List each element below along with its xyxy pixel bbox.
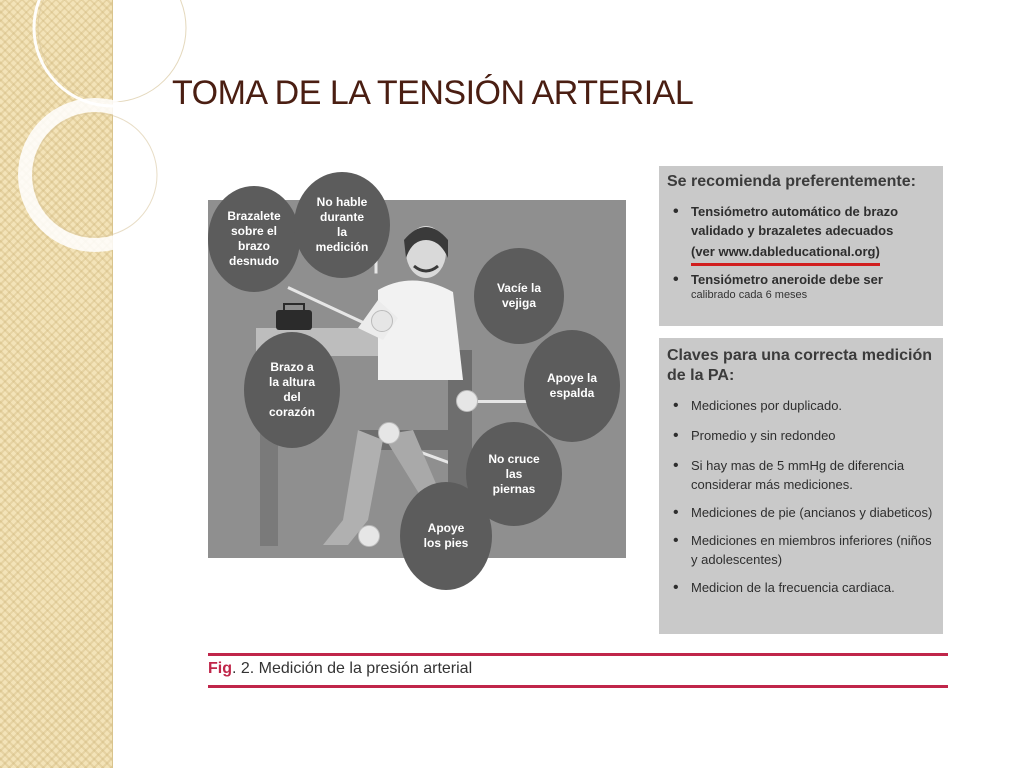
bubble-no-cruce: No cruce las piernas [466, 422, 562, 526]
slide-title: TOMA DE LA TENSIÓN ARTERIAL [172, 74, 694, 112]
bubble-apoye-espalda: Apoye la espalda [524, 330, 620, 442]
keys-item: • Promedio y sin redondeo [667, 426, 935, 445]
bubble-vacie-vejiga: Vacíe la vejiga [474, 248, 564, 344]
recommendation-item: • Tensiómetro automático de brazo validado y brazaletes adecuados (ver www.dableducational.org) [667, 202, 935, 266]
recommendation-panel [659, 166, 943, 326]
figure-caption [208, 660, 472, 678]
bubble-brazo-altura: Brazo a la altura del corazón [244, 332, 340, 448]
bubble-brazalete: Brazalete sobre el brazo desnudo [208, 186, 300, 292]
keys-item: • Mediciones en miembros inferiores (niños y adolescentes) [667, 531, 935, 569]
keys-item: • Si hay mas de 5 mmHg de diferencia considerar más mediciones. [667, 456, 935, 494]
dableducational-link[interactable]: (ver www.dableducational.org) [691, 242, 880, 266]
recommendation-heading: Se recomienda preferentemente: [667, 173, 916, 190]
recommendation-item: • Tensiómetro aneroide debe ser [667, 270, 935, 289]
blood-pressure-figure [208, 195, 626, 558]
keys-panel [659, 338, 943, 634]
decorative-rings [0, 0, 220, 260]
calibration-note: calibrado cada 6 meses [691, 289, 808, 301]
connector-dot [358, 525, 380, 547]
caption-fig-label: Fig [208, 660, 232, 677]
bubble-apoye-pies: Apoye los pies [400, 482, 492, 590]
keys-item: • Mediciones de pie (ancianos y diabeticos) [667, 503, 935, 522]
keys-item: • Mediciones por duplicado. [667, 396, 935, 415]
bubble-no-hable: No hable durante la medición [294, 172, 390, 278]
connector-dot [456, 390, 478, 412]
keys-heading: Claves para una correcta medición de la PA: [667, 347, 932, 384]
caption-rule-bottom [208, 685, 948, 688]
connector-dot [378, 422, 400, 444]
caption-text: . 2. Medición de la presión arterial [232, 660, 473, 677]
connector-dot [371, 310, 393, 332]
keys-item: • Medicion de la frecuencia cardiaca. [667, 578, 935, 597]
caption-rule-top [208, 653, 948, 656]
